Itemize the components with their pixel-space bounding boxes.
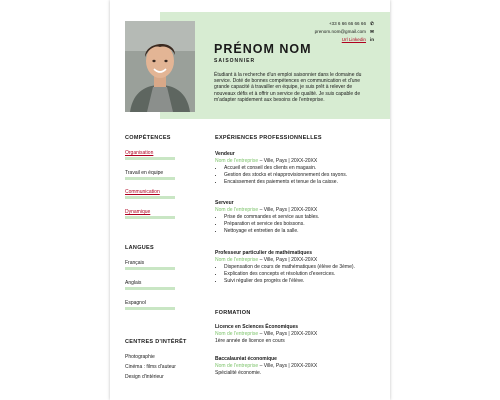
skill-bar: [125, 216, 175, 219]
language-label: Espagnol: [125, 300, 146, 306]
job-company: Nom de l'entreprise: [215, 257, 259, 263]
job-company-line: [215, 158, 380, 165]
job-company: Nom de l'entreprise: [215, 207, 259, 213]
skill-label: Communication: [125, 189, 160, 195]
resume-page: [110, 0, 390, 400]
experience-item: [215, 151, 380, 185]
profile-summary: Étudiant à la recherche d'un emploi saisonnier dans le domaine du service. Doté de bonnes compétences en communication et d'une grande capacité à travailler en équipe, je suis prêt à relever de nouveaux défis et à offrir un service de qualité. Je suis capable de m'adapter rapidement aux besoins de l'entreprise.: [214, 72, 362, 103]
experience-item: [215, 200, 380, 234]
contact-email[interactable]: [315, 28, 375, 36]
language-label: Anglais: [125, 280, 142, 286]
experience-item: [215, 250, 380, 284]
phone-text: +33 6 66 66 66 66: [328, 21, 366, 26]
job-bullet: • Accueil et conseil des clients en magasin.: [224, 165, 380, 172]
language-item: [125, 260, 175, 270]
education-company-line: [215, 363, 380, 370]
envelope-icon: ✉: [370, 29, 374, 34]
education-degree: Licence en Sciences Économiques: [215, 324, 299, 330]
contact-linkedin[interactable]: [315, 36, 375, 44]
skill-bar: [125, 157, 175, 160]
languages-heading: LANGUES: [125, 245, 154, 251]
education-company: Nom de l'entreprise: [215, 363, 259, 369]
job-role: Professeur particulier de mathématiques: [215, 250, 312, 256]
job-bullet: • Encaissement des paiements et tenue de la caisse.: [224, 179, 380, 186]
language-label: Français: [125, 260, 145, 266]
job-bullet: • Préparation et service des boissons.: [224, 221, 380, 228]
language-bar: [125, 307, 175, 310]
interest-item: Cinéma : films d'auteur: [125, 364, 176, 370]
experience-heading: EXPÉRIENCES PROFESSIONNELLES: [215, 135, 322, 141]
interest-item: Design d'intérieur: [125, 374, 164, 380]
education-item: [215, 324, 380, 345]
education-details: – Ville, Pays | 20XX-20XX: [258, 331, 318, 337]
skill-label: Dynamique: [125, 209, 151, 215]
job-bullets: [215, 165, 380, 185]
job-bullet: • Suivi régulier des progrès de l'élève.: [224, 278, 380, 285]
education-details: – Ville, Pays | 20XX-20XX: [258, 363, 318, 369]
education-note: 1ère année de licence en cours: [215, 338, 285, 344]
linkedin-link[interactable]: Url Linkedin: [341, 37, 366, 42]
education-heading: FORMATION: [215, 310, 251, 316]
job-bullets: [215, 214, 380, 234]
job-bullets: [215, 264, 380, 284]
skill-label: Travail en équipe: [125, 170, 164, 176]
skill-bar: [125, 196, 175, 199]
interests-heading: CENTRES D'INTÉRÊT: [125, 339, 187, 345]
job-details: – Ville, Pays | 20XX-20XX: [258, 257, 318, 263]
education-degree: Baccalauréat économique: [215, 356, 277, 362]
job-company: Nom de l'entreprise: [215, 158, 259, 164]
job-bullet: • Dispensation de cours de mathématiques (élève de 3ème).: [224, 264, 380, 271]
language-bar: [125, 267, 175, 270]
job-bullet: • Nettoyage et entretien de la salle.: [224, 228, 380, 235]
email-text: prenom.nom@gmail.com: [314, 29, 366, 34]
profile-photo: [125, 21, 195, 112]
skill-bar: [125, 177, 175, 180]
language-bar: [125, 287, 175, 290]
job-bullet: • Explication des concepts et résolution d'exercices.: [224, 271, 380, 278]
footer-decoration: [350, 396, 390, 400]
skill-label: Organisation: [125, 150, 154, 156]
education-item: [215, 356, 380, 377]
job-details: – Ville, Pays | 20XX-20XX: [258, 158, 318, 164]
job-details: – Ville, Pays | 20XX-20XX: [258, 207, 318, 213]
linkedin-icon: in: [369, 37, 375, 42]
job-role: Vendeur: [215, 151, 235, 157]
phone-icon: ✆: [370, 21, 374, 26]
job-company-line: [215, 257, 380, 264]
contact-phone[interactable]: [315, 20, 375, 28]
education-company: Nom de l'entreprise: [215, 331, 259, 337]
skills-heading: COMPÉTENCES: [125, 135, 171, 141]
candidate-title: SAISONNIER: [214, 58, 256, 64]
candidate-name: PRÉNOM NOM: [214, 42, 312, 56]
language-item: [125, 300, 175, 310]
contact-block: [315, 20, 375, 44]
education-note: Spécialité économie.: [215, 370, 262, 376]
job-bullet: • Gestion des stocks et réapprovisionnement des rayons.: [224, 172, 380, 179]
skill-item: [125, 209, 175, 219]
job-bullet: • Prise de commandes et service aux tables.: [224, 214, 380, 221]
job-role: Serveur: [215, 200, 234, 206]
interest-item: Photographie: [125, 354, 155, 360]
skill-item: [125, 189, 175, 199]
language-item: [125, 280, 175, 290]
skill-item: [125, 150, 175, 160]
skill-item: [125, 170, 175, 180]
education-company-line: [215, 331, 380, 338]
job-company-line: [215, 207, 380, 214]
